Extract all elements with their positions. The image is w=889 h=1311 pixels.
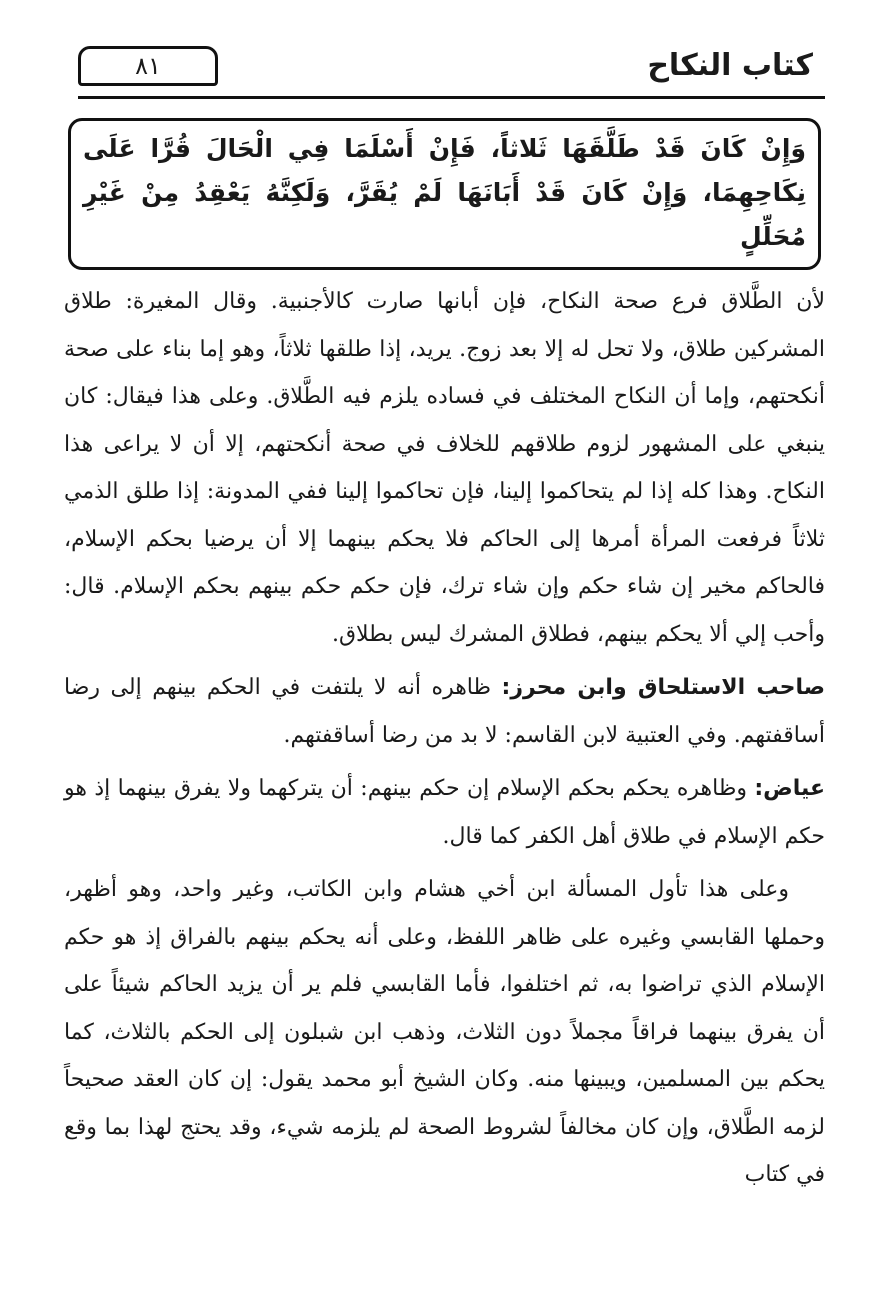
commentary-text	[64, 278, 825, 1199]
paragraph-2-lead: صاحب الاستلحاق وابن محرز:	[501, 675, 825, 700]
page-number: ٨١	[78, 46, 218, 86]
paragraph-1: لأن الطَّلاق فرع صحة النكاح، فإن أبانها صارت كالأجنبية. وقال المغيرة: طلاق المشركين طلاق، ولا تحل له إلا بعد زوج. يريد، إذا طلقها ثلاثاً، وهو إما بناء على صحة أنكحتهم، وإما أن النكاح المختلف في فساده يلزم فيه الطَّلاق. وعلى هذا فيقال: كان ينبغي على المشهور لزوم طلاقهم للخلاف في صحة أنكحتهم، إلا أن لا يراعى هذا النكاح. وهذا كله إذا لم يتحاكموا إلينا، فإن تحاكموا إلينا ففي المدونة: إذا طلق الذمي ثلاثاً فرفعت المرأة أمرها إلى الحاكم فلا يحكم بينهما إلا أن يرضيا بحكم الإسلام، فالحاكم مخير إن شاء حكم وإن شاء ترك، فإن حكم حكم بينهم بحكم الإسلام. قال: وأحب إلي ألا يحكم بينهم، فطلاق المشرك ليس بطلاق.	[64, 289, 825, 647]
book-title: كتاب النكاح	[647, 48, 813, 83]
matn-box: وَإِنْ كَانَ قَدْ طَلَّقَهَا ثَلاثاً، فَإِنْ أَسْلَمَا فِي الْحَالَ قُرَّا عَلَى نِكَاحِهِمَا، وَإِنْ كَانَ قَدْ أَبَانَهَا لَمْ يُقَرَّ، وَلَكِنَّهُ يَعْقِدُ مِنْ غَيْرِ مُحَلِّلٍ	[68, 118, 821, 270]
paragraph-4: وعلى هذا تأول المسألة ابن أخي هشام وابن الكاتب، وغير واحد، وهو أظهر، وحملها القابسي وغيره على ظاهر اللفظ، وعلى أنه يحكم بينهم بالفراق إذ هو حكم الإسلام الذي تراضوا به، ثم اختلفوا، فأما القابسي فلم ير أن يزيد الحاكم شيئاً على أن يفرق بينهما فراقاً مجملاً دون الثلاث، وذهب ابن شبلون إلى الحكم بالثلاث، كما يحكم بين المسلمين، ويبينها منه. وكان الشيخ أبو محمد يقول: إن كان العقد صحيحاً لزمه الطَّلاق، وإن كان مخالفاً لشروط الصحة لم يلزمه شيء، وقد يحتج لهذا بما وقع في كتاب	[64, 877, 825, 1187]
paragraph-3	[64, 765, 825, 860]
paragraph-3-lead: عياض:	[754, 776, 825, 801]
paragraph-2-text: ظاهره أنه لا يلتفت في الحكم بينهم إلى رضا أساقفتهم. وفي العتبية لابن القاسم: لا بد من رضا أساقفتهم.	[64, 675, 825, 748]
page-header	[64, 40, 825, 100]
paragraph-3-text: وظاهره يحكم بحكم الإسلام إن حكم بينهم: أن يتركهما ولا يفرق بينهما إذ هو حكم الإسلام في طلاق أهل الكفر كما قال.	[64, 776, 825, 849]
header-rule	[78, 96, 825, 99]
paragraph-2	[64, 664, 825, 759]
